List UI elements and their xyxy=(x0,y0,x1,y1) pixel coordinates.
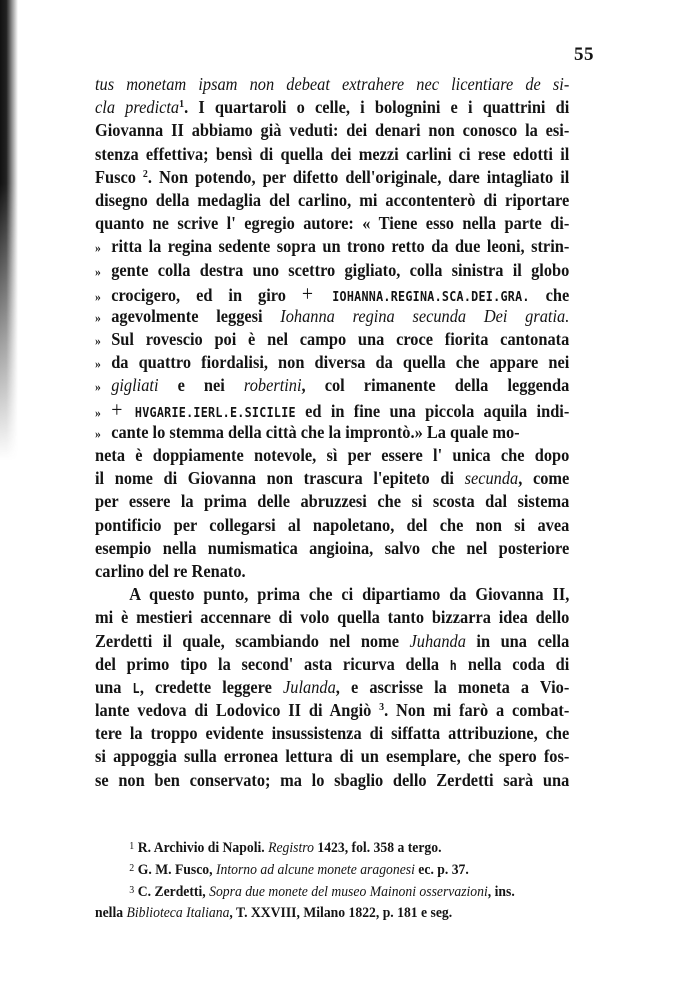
text-line xyxy=(95,769,569,792)
text-run: A questo punto, prima che ci dipartiamo da Giovanna II, xyxy=(129,584,570,605)
text-line xyxy=(95,96,569,119)
text-line xyxy=(95,282,569,305)
text-run: R. Archivio di Napoli. xyxy=(137,839,269,856)
footnotes xyxy=(95,836,569,923)
text-line xyxy=(95,259,569,282)
text-line xyxy=(95,653,569,676)
text-run: carlino del re Renato. xyxy=(95,560,246,581)
text-run: del primo tipo la second' asta ricurva della xyxy=(95,653,450,674)
footnote-ref: 3 xyxy=(379,701,385,714)
cross-symbol: + xyxy=(111,396,123,422)
coin-legend: L xyxy=(132,681,140,697)
text-line xyxy=(95,676,569,699)
italic-text: secunda xyxy=(464,468,519,489)
text-line xyxy=(95,630,569,653)
italic-text: tus monetam ipsam non debeat extrahere nec licentiare de si- xyxy=(95,74,570,94)
italic-text: cla predicta xyxy=(95,97,180,118)
quote-mark: » xyxy=(95,404,101,420)
coin-legend: h xyxy=(449,658,458,674)
text-line xyxy=(95,490,569,513)
text-run: Sul rovescio poi è nel campo una croce fiorita cantonata xyxy=(111,329,570,350)
text-line xyxy=(95,583,569,606)
page-number: 55 xyxy=(574,44,594,65)
quote-mark: » xyxy=(95,333,101,349)
text-run: ec. p. 37. xyxy=(414,861,469,878)
quote-mark: » xyxy=(95,425,101,441)
text-line xyxy=(95,235,569,258)
text-run: crocigero, ed in giro xyxy=(111,284,302,305)
text-run: disegno della medaglia del carlino, mi accontenterò di riportare xyxy=(95,189,570,210)
italic-text: Juhanda xyxy=(409,630,466,651)
footnote xyxy=(95,902,569,923)
text-run: Zerdetti il quale, scambiando nel nome xyxy=(95,630,410,651)
quote-mark: » xyxy=(95,288,101,304)
text-run: agevolmente leggesi xyxy=(111,305,281,326)
text-run: . Non mi farò a combat- xyxy=(384,700,570,721)
text-line xyxy=(95,537,569,560)
text-run: che xyxy=(529,284,570,305)
text-line xyxy=(95,560,569,583)
coin-legend: IOHANNA.REGINA.SCA.DEI.GRA. xyxy=(313,289,530,305)
text-run: se non ben conservato; ma lo sbaglio dello Zerdetti sarà una xyxy=(95,769,570,790)
text-run: lante vedova di Lodovico II di Angiò xyxy=(95,700,380,721)
text-run: ritta la regina sedente sopra un trono retto da due leoni, strin- xyxy=(111,236,570,257)
text-run: nella coda di xyxy=(457,653,570,674)
text-run: esempio nella numismatica angioina, salvo che nel posteriore xyxy=(95,537,570,558)
text-run: , e ascrisse la moneta a Vio- xyxy=(335,676,570,697)
text-line xyxy=(95,398,569,421)
text-run: G. M. Fusco, xyxy=(137,861,216,878)
italic-text: robertini xyxy=(243,375,302,396)
text-line xyxy=(95,143,569,166)
text-run: . I quartaroli o celle, i bolognini e i quattrini di xyxy=(184,97,570,118)
binding-shadow xyxy=(0,0,18,460)
text-run: nella xyxy=(95,904,127,921)
text-run: Fusco xyxy=(95,166,143,187)
text-line xyxy=(95,73,569,96)
text-line xyxy=(95,467,569,490)
text-line xyxy=(95,351,569,374)
text-run: stenza effettiva; bensì di quella dei mezzi carlini ci rese edotti il xyxy=(95,143,570,164)
text-run: in una cella xyxy=(465,630,570,651)
text-run: gente colla destra uno scettro gigliato, colla sinistra il globo xyxy=(111,259,570,280)
footnote-number: 1 xyxy=(129,840,135,852)
footnote xyxy=(95,836,569,858)
text-line xyxy=(95,745,569,768)
text-run: quanto ne scrive l' egregio autore: « Tiene esso nella parte di- xyxy=(95,213,570,234)
text-line xyxy=(95,328,569,351)
text-line xyxy=(95,722,569,745)
footnote-ref: 1 xyxy=(179,98,185,111)
text-line xyxy=(95,444,569,467)
footnote xyxy=(95,880,569,902)
footnote xyxy=(95,858,569,880)
text-run: cante lo stemma della città che la improntò.» La quale mo- xyxy=(111,421,520,442)
text-line xyxy=(95,374,569,397)
footnote-number: 3 xyxy=(129,884,135,896)
italic-text: gigliati xyxy=(111,375,159,396)
italic-text: Sopra due monete del museo Mainoni osservazioni xyxy=(209,883,488,900)
quote-mark: » xyxy=(95,309,101,325)
text-run: Giovanna II abbiamo già veduti: dei denari non conosco la esi- xyxy=(95,120,570,141)
text-run: si appoggia sulla erronea lettura di un esemplare, che spero fos- xyxy=(95,746,570,767)
text-run: tere la troppo evidente insussistenza di siffatta attribuzione, che xyxy=(95,723,570,744)
text-line xyxy=(95,305,569,328)
text-line xyxy=(95,166,569,189)
text-run: mi è mestieri accennare di volo quella tanto bizzarra idea dello xyxy=(95,607,570,628)
text-line xyxy=(95,212,569,235)
text-run: da quattro fiordalisi, non diversa da quella che appare nei xyxy=(111,352,570,373)
text-line xyxy=(95,606,569,629)
text-run: il nome di Giovanna non trascura l'epiteto di xyxy=(95,468,465,489)
italic-text: Biblioteca Italiana xyxy=(126,904,230,921)
italic-text: Registro xyxy=(268,839,314,856)
cross-symbol: + xyxy=(301,280,314,306)
quote-mark: » xyxy=(95,356,101,372)
text-run: C. Zerdetti, xyxy=(137,883,210,900)
text-run: . Non potendo, per difetto dell'originale, dare intagliato il xyxy=(147,166,570,187)
italic-text: Intorno ad alcune monete aragonesi xyxy=(215,861,415,878)
text-line xyxy=(95,699,569,722)
body-text xyxy=(95,73,570,792)
text-run: , T. XXVIII, Milano 1822, p. 181 e seg. xyxy=(229,904,453,921)
text-run: e nei xyxy=(158,375,244,396)
quote-mark: » xyxy=(95,240,101,256)
text-run: ed in fine una piccola aquila indi- xyxy=(295,400,570,421)
text-run: , credette leggere xyxy=(139,676,284,697)
italic-text: Julanda xyxy=(283,676,336,697)
text-line xyxy=(95,189,569,212)
text-line xyxy=(95,421,569,444)
text-line xyxy=(95,119,569,142)
text-run: , ins. xyxy=(487,883,515,900)
text-run: per essere la prima delle abruzzesi che si scosta dal sistema xyxy=(95,491,570,512)
coin-legend: HVGARIE.IERL.E.SICILIE xyxy=(122,405,296,421)
text-run: , come xyxy=(518,468,570,489)
text-run: una xyxy=(95,676,133,697)
text-run: 1423, fol. 358 a tergo. xyxy=(313,839,442,856)
quote-mark: » xyxy=(95,379,101,395)
footnote-number: 2 xyxy=(129,862,135,874)
text-run: pontificio per collegarsi al napoletano, del che non si avea xyxy=(95,514,570,535)
text-line xyxy=(95,514,569,537)
text-run: neta è doppiamente notevole, sì per essere l' unica che dopo xyxy=(95,445,570,465)
quote-mark: » xyxy=(95,263,101,279)
italic-text: Iohanna regina secunda Dei gratia. xyxy=(280,305,570,326)
footnote-ref: 2 xyxy=(142,167,148,180)
text-run: , col rimanente della leggenda xyxy=(301,375,570,396)
